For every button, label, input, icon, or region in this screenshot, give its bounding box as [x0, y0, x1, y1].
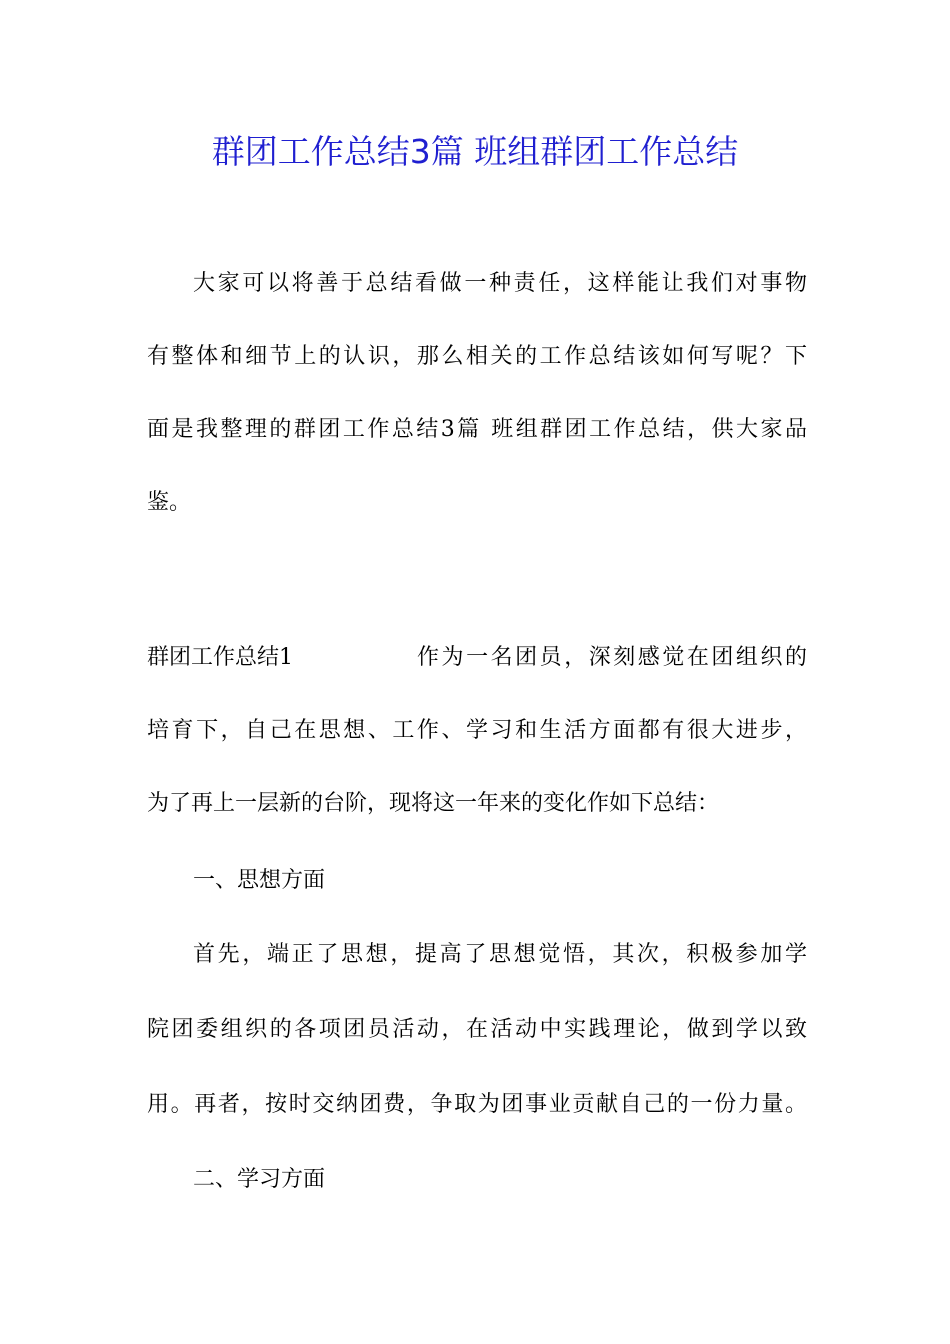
- section1-label: 群团工作总结1: [147, 645, 293, 670]
- intro-line-2: 有整体和细节上的认识，那么相关的工作总结该如何写呢？下: [147, 344, 807, 369]
- para1-line-2: 院团委组织的各项团员活动，在活动中实践理论，做到学以致: [147, 1017, 807, 1042]
- intro-line-1: 大家可以将善于总结看做一种责任，这样能让我们对事物: [193, 271, 807, 296]
- para1-line-1: 首先，端正了思想，提高了思想觉悟，其次，积极参加学: [193, 942, 807, 967]
- section1-first-line-text: 作为一名团员，深刻感觉在团组织的: [417, 645, 807, 670]
- section1-line-3: 为了再上一层新的台阶，现将这一年来的变化作如下总结：: [147, 791, 720, 816]
- document-title: 群团工作总结3篇 班组群团工作总结: [211, 132, 739, 171]
- section-heading-study: 二、学习方面: [193, 1167, 326, 1192]
- intro-line-3: 面是我整理的群团工作总结3篇 班组群团工作总结，供大家品: [147, 417, 807, 442]
- intro-line-4: 鉴。: [147, 490, 192, 515]
- section1-line-2: 培育下，自己在思想、工作、学习和生活方面都有很大进步，: [147, 718, 807, 743]
- section-heading-thought: 一、思想方面: [193, 868, 326, 893]
- para1-line-3: 用。再者，按时交纳团费，争取为团事业贡献自己的一份力量。: [147, 1092, 807, 1117]
